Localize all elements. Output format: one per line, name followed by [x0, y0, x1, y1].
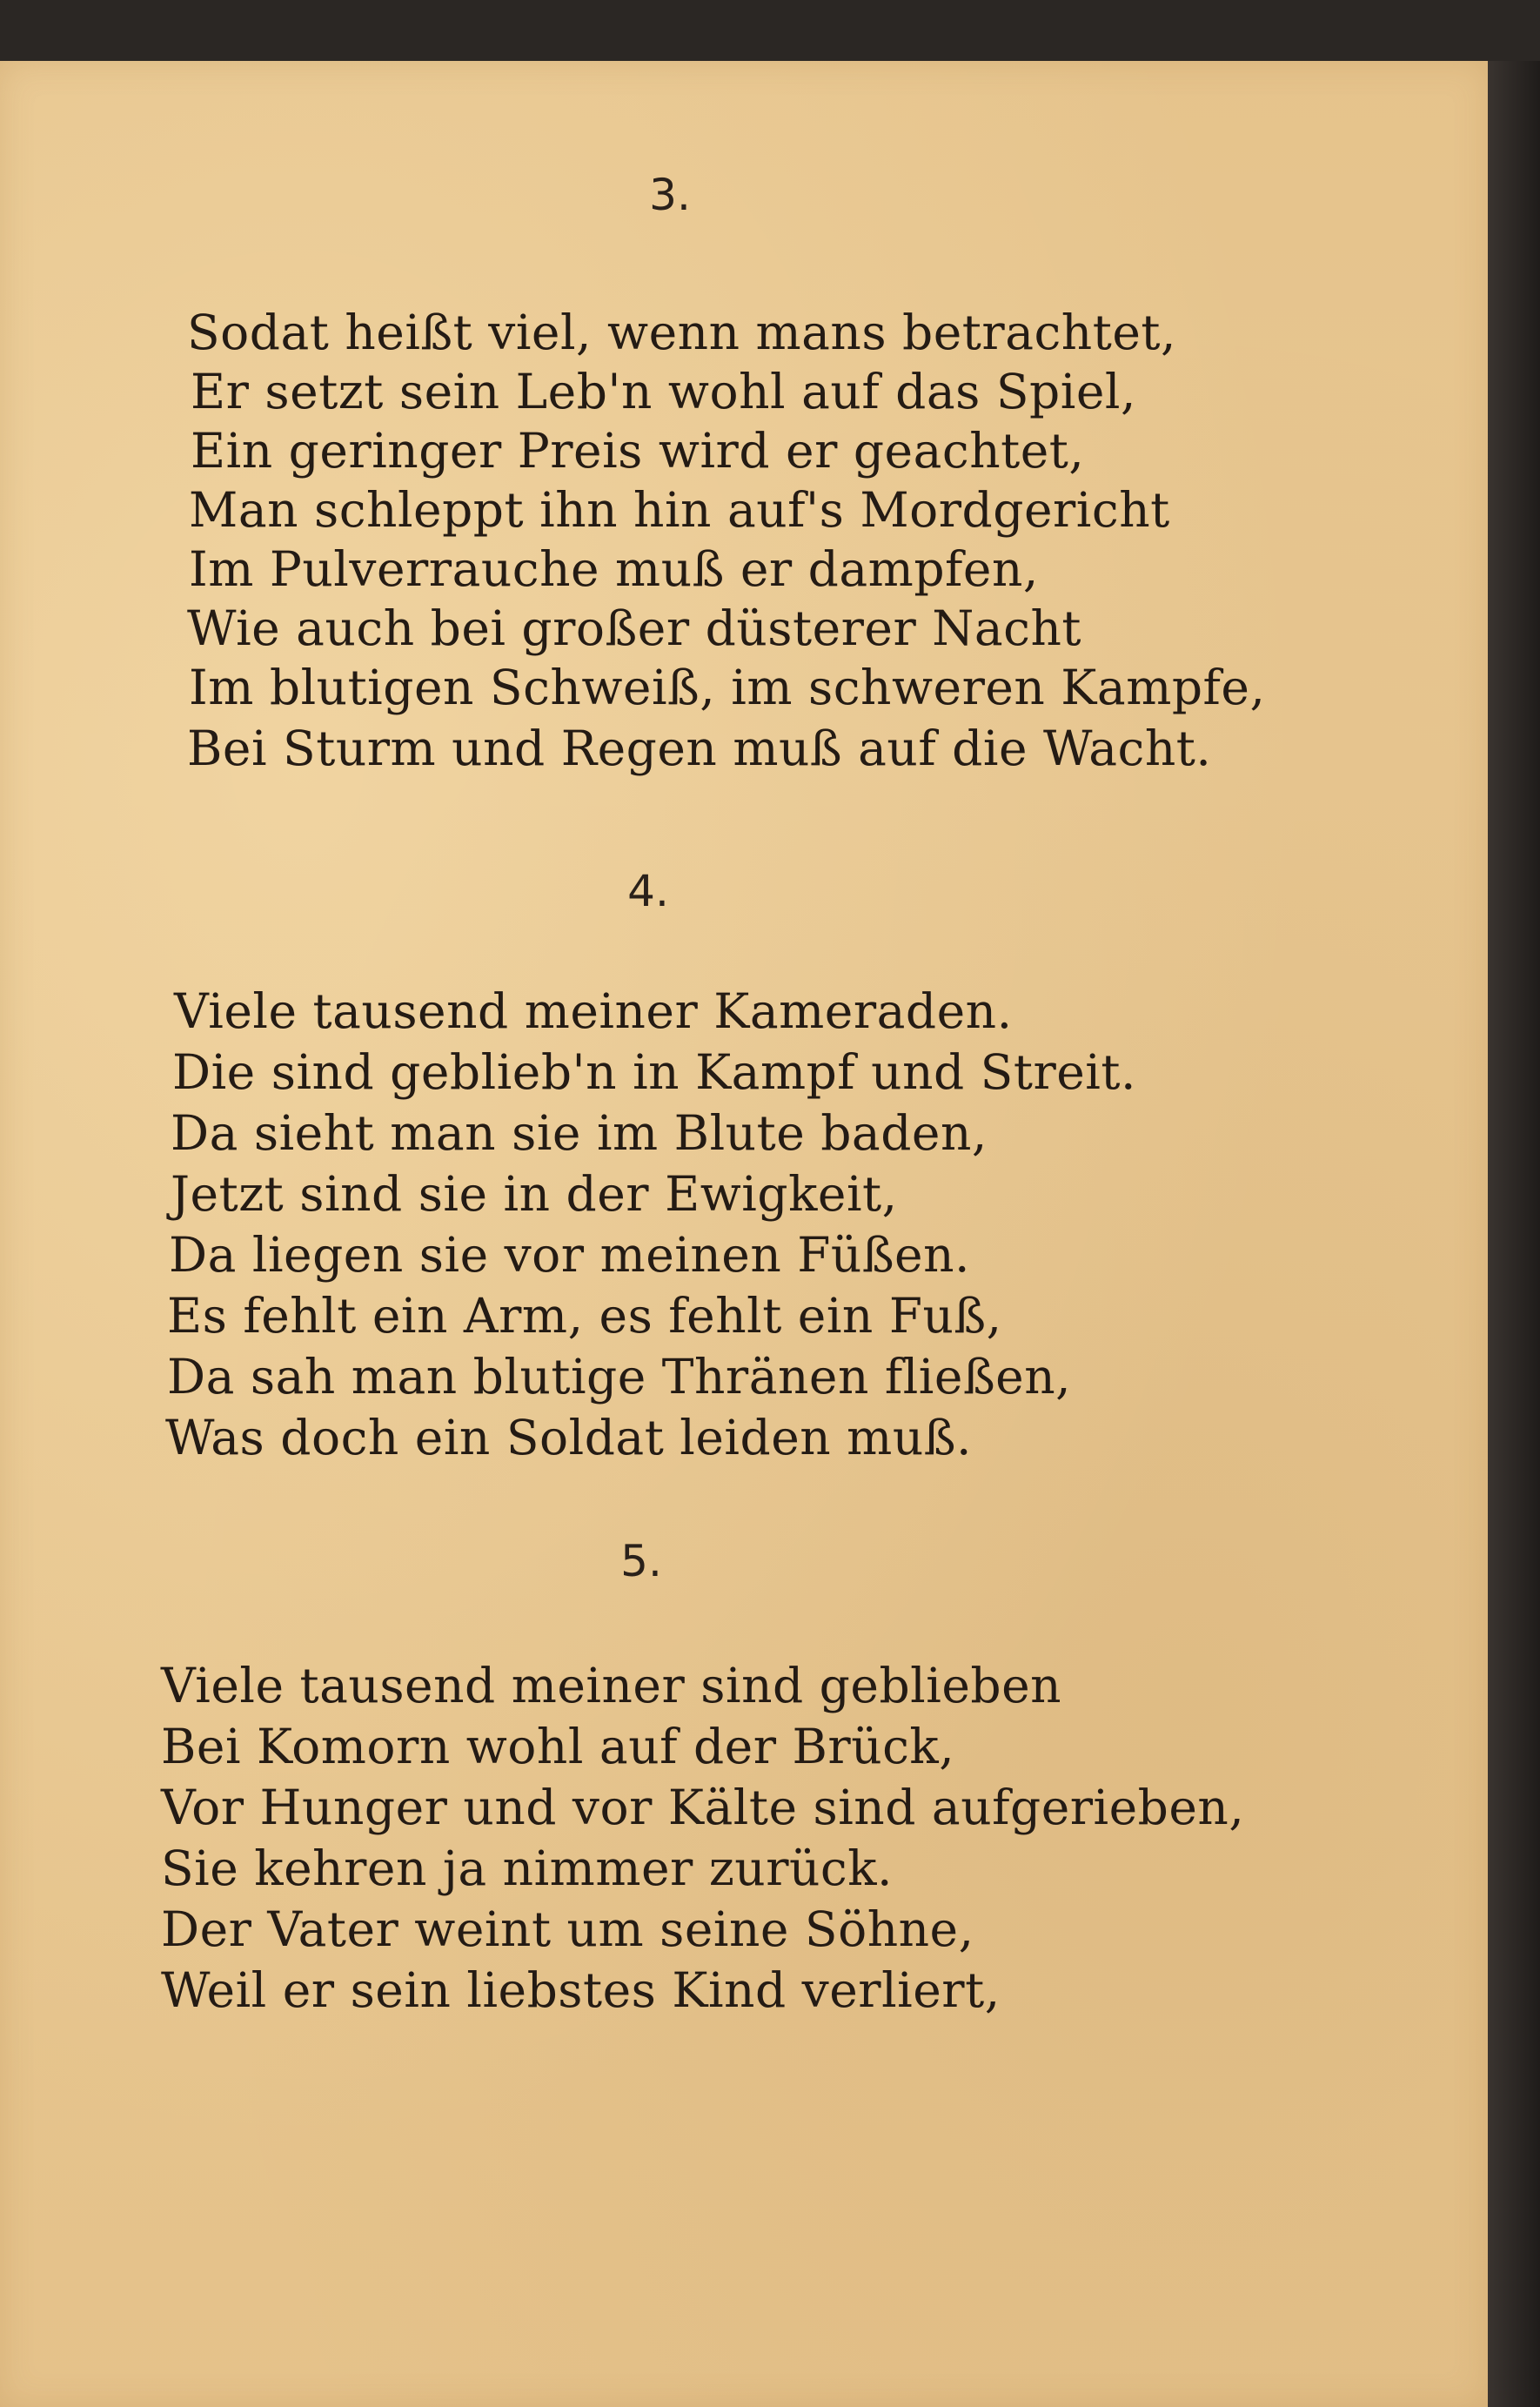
verse-line: Im blutigen Schweiß, im schweren Kampfe,: [189, 660, 1266, 715]
verse-line: Die sind geblieb'n in Kampf und Streit.: [172, 1044, 1136, 1100]
verse-line: Im Pulverrauche muß er dampfen,: [189, 541, 1039, 597]
stanza-number: 4.: [627, 866, 669, 916]
verse-line: Sodat heißt viel, wenn mans betrachtet,: [187, 305, 1176, 360]
verse-line: Der Vater weint um seine Söhne,: [161, 1901, 974, 1957]
verse-line: Jetzt sind sie in der Ewigkeit,: [171, 1166, 898, 1222]
verse-line: Man schleppt ihn hin auf's Mordgericht: [189, 482, 1170, 538]
verse-line: Er setzt sein Leb'n wohl auf das Spiel,: [191, 364, 1136, 419]
verse-line: Da liegen sie vor meinen Füßen.: [169, 1227, 971, 1283]
verse-line: Da sieht man sie im Blute baden,: [171, 1105, 988, 1161]
verse-line: Bei Sturm und Regen muß auf die Wacht.: [187, 721, 1212, 776]
verse-line: Vor Hunger und vor Kälte sind aufgerieben,: [161, 1780, 1245, 1835]
verse-line: Viele tausend meiner Kameraden.: [174, 983, 1013, 1039]
page-edge-shadow: [1488, 61, 1540, 2407]
stanza-number: 3.: [649, 170, 691, 220]
verse-line: Weil er sein liebstes Kind verliert,: [161, 1962, 1001, 2018]
verse-line: Da sah man blutige Thränen fließen,: [167, 1349, 1072, 1405]
verse-line: Sie kehren ja nimmer zurück.: [161, 1840, 894, 1896]
verse-line: Bei Komorn wohl auf der Brück,: [161, 1719, 955, 1774]
verse-line: Viele tausend meiner sind geblieben: [161, 1658, 1062, 1713]
verse-line: Wie auch bei großer düsterer Nacht: [187, 600, 1081, 656]
verse-line: Es fehlt ein Arm, es fehlt ein Fuß,: [167, 1288, 1002, 1344]
verse-line: Was doch ein Soldat leiden muß.: [165, 1410, 972, 1465]
verse-line: Ein geringer Preis wird er geachtet,: [191, 423, 1085, 479]
stanza-number: 5.: [620, 1536, 662, 1586]
